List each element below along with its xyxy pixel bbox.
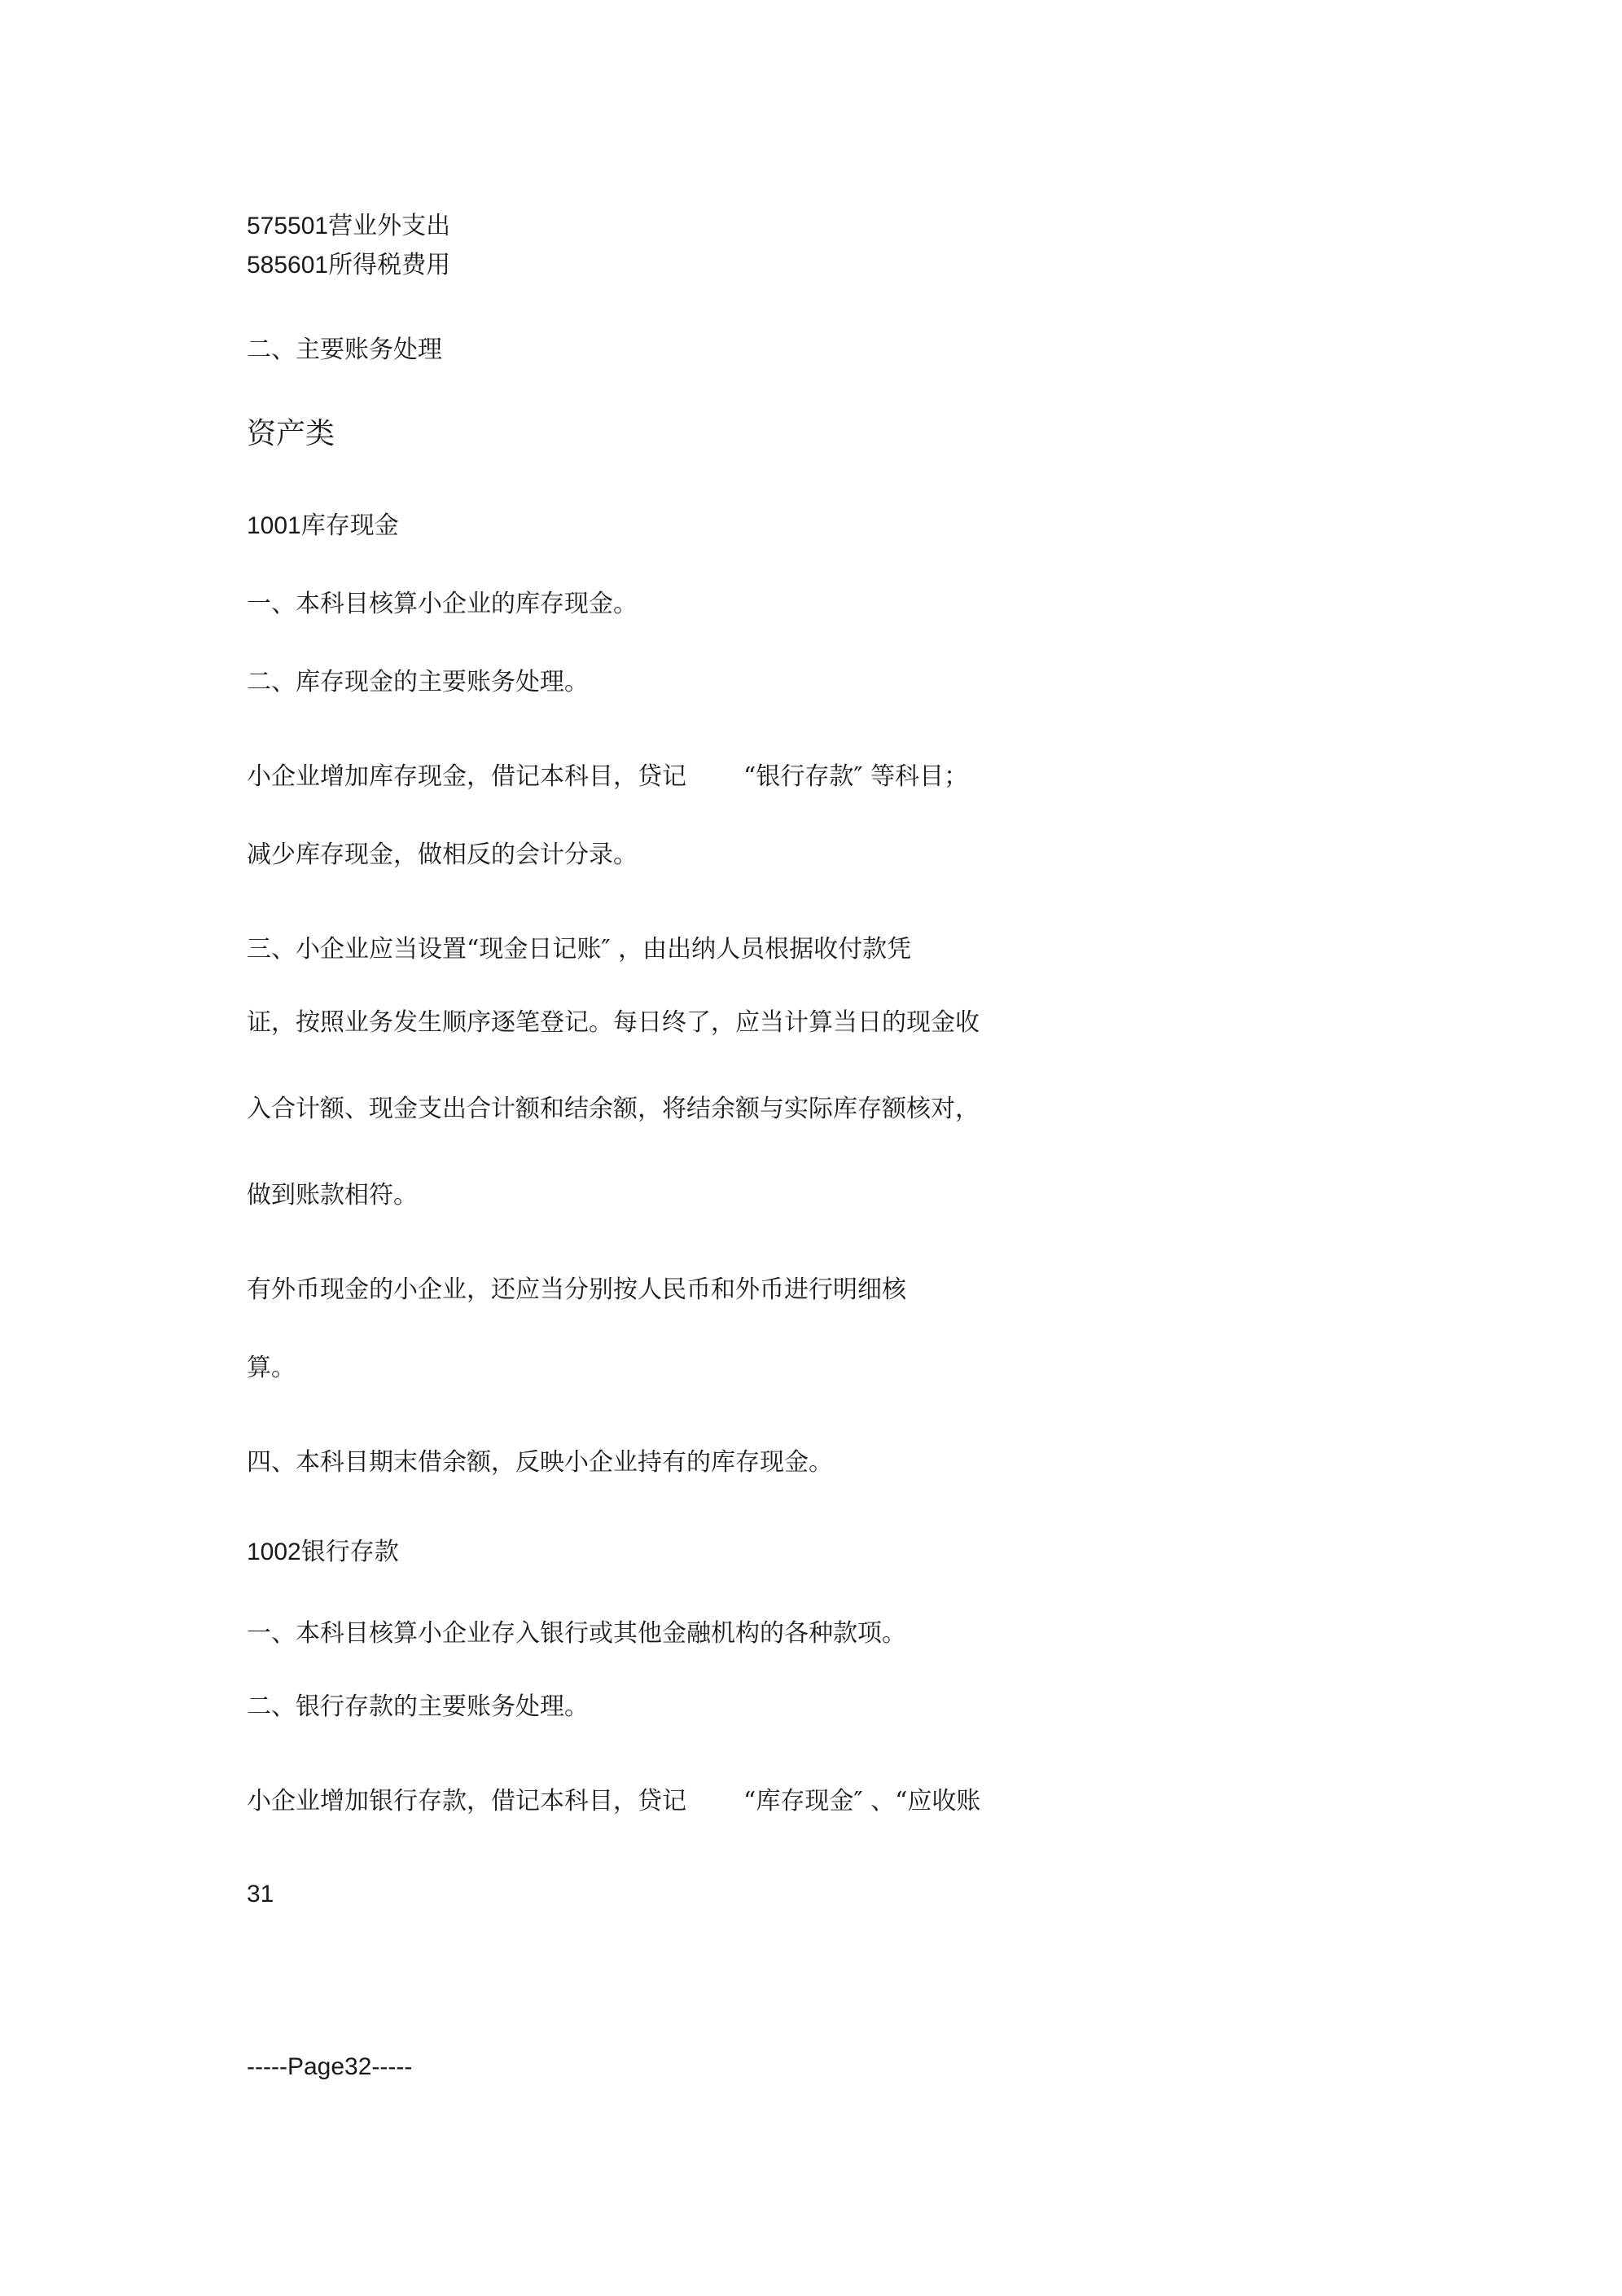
account-code: 1001	[247, 512, 301, 539]
paragraph-part: 小企业增加库存现金，借记本科目，贷记	[247, 762, 686, 791]
paragraph: 算。	[247, 1354, 296, 1382]
page-marker: -----Page32-----	[247, 2053, 413, 2080]
account-code: 1002	[247, 1539, 301, 1565]
account-code: 575501	[247, 213, 329, 239]
paragraph: 三、小企业应当设置“现金日记账″ ，由出纳人员根据收付款凭	[247, 935, 912, 964]
paragraph	[247, 1785, 980, 1818]
paragraph: 二、库存现金的主要账务处理。	[247, 668, 589, 696]
paragraph: 减少库存现金，做相反的会计分录。	[247, 841, 638, 869]
paragraph: 一、本科目核算小企业的库存现金。	[247, 590, 638, 618]
paragraph: 做到账款相符。	[247, 1181, 418, 1209]
paragraph: 四、本科目期末借余额，反映小企业持有的库存现金。	[247, 1448, 833, 1477]
account-name: 库存现金	[300, 511, 399, 540]
page-number: 31	[247, 1881, 274, 1907]
paragraph: 有外币现金的小企业，还应当分别按人民币和外币进行明细核	[247, 1275, 906, 1304]
paragraph: 证，按照业务发生顺序逐笔登记。每日终了，应当计算当日的现金收	[247, 1008, 980, 1037]
account-title-1002	[247, 1536, 399, 1569]
account-line-575501	[247, 210, 450, 243]
account-name: 所得税费用	[328, 251, 451, 279]
paragraph: 一、本科目核算小企业存入银行或其他金融机构的各种款项。	[247, 1619, 906, 1648]
account-code: 585601	[247, 252, 329, 279]
account-name: 营业外支出	[328, 212, 451, 240]
paragraph: 入合计额、现金支出合计额和结余额，将结余额与实际库存额核对，	[247, 1095, 980, 1123]
paragraph-part: “库存现金″ 、“应收账	[743, 1787, 981, 1815]
category-heading: 资产类	[247, 417, 335, 450]
section-title: 二、主要账务处理	[247, 336, 442, 364]
account-title-1001	[247, 510, 399, 542]
paragraph	[247, 761, 968, 793]
account-line-585601	[247, 249, 450, 282]
paragraph: 二、银行存款的主要账务处理。	[247, 1692, 589, 1721]
paragraph-part: 小企业增加银行存款，借记本科目，贷记	[247, 1787, 686, 1815]
paragraph-part: “银行存款″ 等科目；	[743, 762, 969, 791]
account-name: 银行存款	[300, 1538, 399, 1566]
